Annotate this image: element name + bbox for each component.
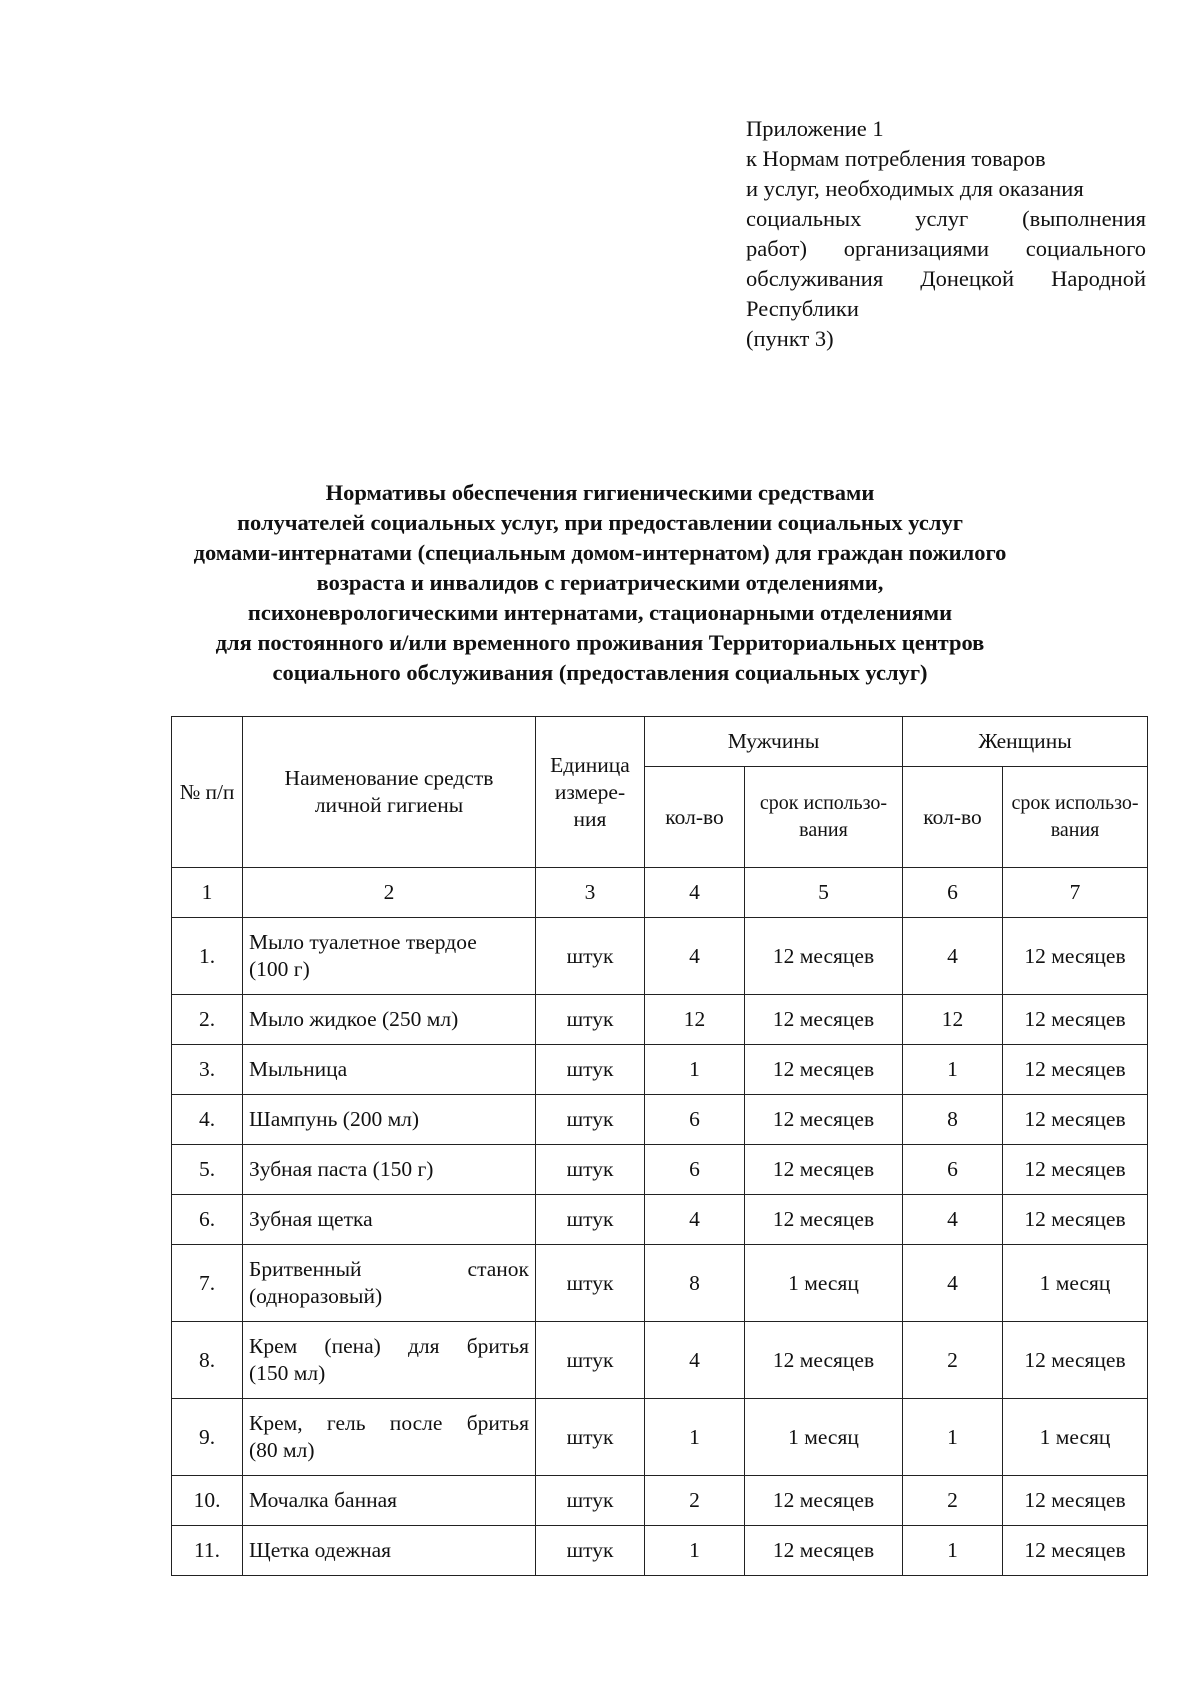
row-men-term: 1 месяц (745, 1245, 903, 1322)
row-name-line: Мыло туалетное твердое (249, 930, 477, 954)
row-name-line: Бритвенный станок (249, 1257, 529, 1281)
row-men-term: 12 месяцев (745, 995, 903, 1045)
appendix-line: обслуживания Донецкой Народной (746, 266, 1146, 291)
row-women-term: 12 месяцев (1003, 1095, 1148, 1145)
row-women-term: 12 месяцев (1003, 1145, 1148, 1195)
appendix-line: и услуг, необходимых для оказания (746, 176, 1084, 201)
header-men-term: срок использо-вания (745, 767, 903, 868)
row-unit: штук (536, 1399, 645, 1476)
row-num: 3. (172, 1045, 243, 1095)
table-row (172, 995, 1148, 1045)
header-men-qty: кол-во (645, 767, 745, 868)
header-women: Женщины (903, 717, 1148, 767)
column-number: 3 (536, 868, 645, 918)
row-men-qty: 4 (645, 1322, 745, 1399)
row-women-term: 12 месяцев (1003, 1195, 1148, 1245)
appendix-line: (пункт 3) (746, 326, 834, 351)
row-women-qty: 1 (903, 1399, 1003, 1476)
row-name-line: (100 г) (249, 957, 310, 981)
row-name: Мыльница (243, 1045, 536, 1095)
row-name-line: (80 мл) (249, 1438, 315, 1462)
row-men-term: 1 месяц (745, 1399, 903, 1476)
header-unit: Единица измере-ния (536, 717, 645, 868)
row-women-term: 12 месяцев (1003, 1526, 1148, 1576)
row-men-qty: 1 (645, 1526, 745, 1576)
table-row (172, 1245, 1148, 1322)
row-women-qty: 4 (903, 1245, 1003, 1322)
title-line: для постоянного и/или временного проживания Территориальных центров (215, 630, 985, 655)
hygiene-norms-table (171, 716, 1148, 1576)
row-women-term: 12 месяцев (1003, 918, 1148, 995)
row-num: 11. (172, 1526, 243, 1576)
row-unit: штук (536, 1526, 645, 1576)
row-num: 10. (172, 1476, 243, 1526)
row-women-qty: 6 (903, 1145, 1003, 1195)
document-title (100, 478, 1100, 688)
row-num: 1. (172, 918, 243, 995)
row-men-term: 12 месяцев (745, 1145, 903, 1195)
column-number: 6 (903, 868, 1003, 918)
title-line: социального обслуживания (предоставления социальных услуг) (272, 660, 928, 685)
appendix-line: Приложение 1 (746, 116, 884, 141)
row-women-qty: 4 (903, 918, 1003, 995)
row-men-qty: 2 (645, 1476, 745, 1526)
appendix-line: Республики (746, 296, 859, 321)
header-women-term: срок использо-вания (1003, 767, 1148, 868)
table-row (172, 1145, 1148, 1195)
row-women-qty: 2 (903, 1476, 1003, 1526)
table-row (172, 1322, 1148, 1399)
column-number: 2 (243, 868, 536, 918)
header-men: Мужчины (645, 717, 903, 767)
row-num: 2. (172, 995, 243, 1045)
row-num: 4. (172, 1095, 243, 1145)
row-unit: штук (536, 1322, 645, 1399)
row-women-qty: 2 (903, 1322, 1003, 1399)
row-unit: штук (536, 1145, 645, 1195)
row-women-qty: 4 (903, 1195, 1003, 1245)
row-men-qty: 1 (645, 1399, 745, 1476)
row-name (243, 918, 536, 995)
appendix-line: социальных услуг (выполнения (746, 206, 1146, 231)
column-number: 1 (172, 868, 243, 918)
row-unit: штук (536, 995, 645, 1045)
appendix-line: к Нормам потребления товаров (746, 146, 1046, 171)
table-row (172, 1476, 1148, 1526)
row-men-term: 12 месяцев (745, 1045, 903, 1095)
row-name: Шампунь (200 мл) (243, 1095, 536, 1145)
table-row (172, 1195, 1148, 1245)
row-women-qty: 1 (903, 1526, 1003, 1576)
row-women-term: 12 месяцев (1003, 1045, 1148, 1095)
row-name-line: (одноразовый) (249, 1284, 383, 1308)
row-unit: штук (536, 1195, 645, 1245)
header-num: № п/п (172, 717, 243, 868)
row-women-term: 1 месяц (1003, 1245, 1148, 1322)
row-unit: штук (536, 1045, 645, 1095)
row-name (243, 1322, 536, 1399)
header-women-qty: кол-во (903, 767, 1003, 868)
row-name: Мочалка банная (243, 1476, 536, 1526)
row-men-term: 12 месяцев (745, 1195, 903, 1245)
row-num: 8. (172, 1322, 243, 1399)
row-women-qty: 12 (903, 995, 1003, 1045)
column-number-row (172, 868, 1148, 918)
row-men-qty: 6 (645, 1145, 745, 1195)
row-name-line: Крем, гель после бритья (249, 1411, 529, 1435)
title-line: домами-интернатами (специальным домом-интернатом) для граждан пожилого (193, 540, 1007, 565)
row-men-qty: 1 (645, 1045, 745, 1095)
title-line: Нормативы обеспечения гигиеническими средствами (325, 480, 875, 505)
row-num: 7. (172, 1245, 243, 1322)
row-women-term: 12 месяцев (1003, 1322, 1148, 1399)
title-line: психоневрологическими интернатами, стационарными отделениями (247, 600, 953, 625)
row-unit: штук (536, 1245, 645, 1322)
appendix-line: работ) организациями социального (746, 236, 1146, 261)
row-unit: штук (536, 918, 645, 995)
row-name: Щетка одежная (243, 1526, 536, 1576)
title-line: получателей социальных услуг, при предоставлении социальных услуг (237, 510, 963, 535)
appendix-note (746, 114, 1146, 354)
row-men-qty: 8 (645, 1245, 745, 1322)
row-unit: штук (536, 1095, 645, 1145)
row-women-term: 1 месяц (1003, 1399, 1148, 1476)
row-num: 5. (172, 1145, 243, 1195)
column-number: 7 (1003, 868, 1148, 918)
row-men-qty: 6 (645, 1095, 745, 1145)
row-men-term: 12 месяцев (745, 1322, 903, 1399)
row-women-term: 12 месяцев (1003, 995, 1148, 1045)
row-men-term: 12 месяцев (745, 1526, 903, 1576)
title-line: возраста и инвалидов с гериатрическими отделениями, (316, 570, 884, 595)
row-women-qty: 8 (903, 1095, 1003, 1145)
row-num: 6. (172, 1195, 243, 1245)
row-men-qty: 4 (645, 1195, 745, 1245)
table-row (172, 1526, 1148, 1576)
row-name-line: Крем (пена) для бритья (249, 1334, 529, 1358)
table-row (172, 1399, 1148, 1476)
row-men-qty: 12 (645, 995, 745, 1045)
row-name: Зубная щетка (243, 1195, 536, 1245)
row-men-term: 12 месяцев (745, 1095, 903, 1145)
row-unit: штук (536, 1476, 645, 1526)
row-women-qty: 1 (903, 1045, 1003, 1095)
column-number: 4 (645, 868, 745, 918)
header-name: Наименование средств личной гигиены (243, 717, 536, 868)
row-men-term: 12 месяцев (745, 918, 903, 995)
row-name-line: (150 мл) (249, 1361, 326, 1385)
table-row (172, 1045, 1148, 1095)
table-row (172, 918, 1148, 995)
row-men-qty: 4 (645, 918, 745, 995)
table-row (172, 1095, 1148, 1145)
row-num: 9. (172, 1399, 243, 1476)
row-women-term: 12 месяцев (1003, 1476, 1148, 1526)
row-name (243, 1245, 536, 1322)
header-row-group (172, 717, 1148, 767)
row-men-term: 12 месяцев (745, 1476, 903, 1526)
row-name (243, 1399, 536, 1476)
column-number: 5 (745, 868, 903, 918)
row-name: Зубная паста (150 г) (243, 1145, 536, 1195)
row-name: Мыло жидкое (250 мл) (243, 995, 536, 1045)
